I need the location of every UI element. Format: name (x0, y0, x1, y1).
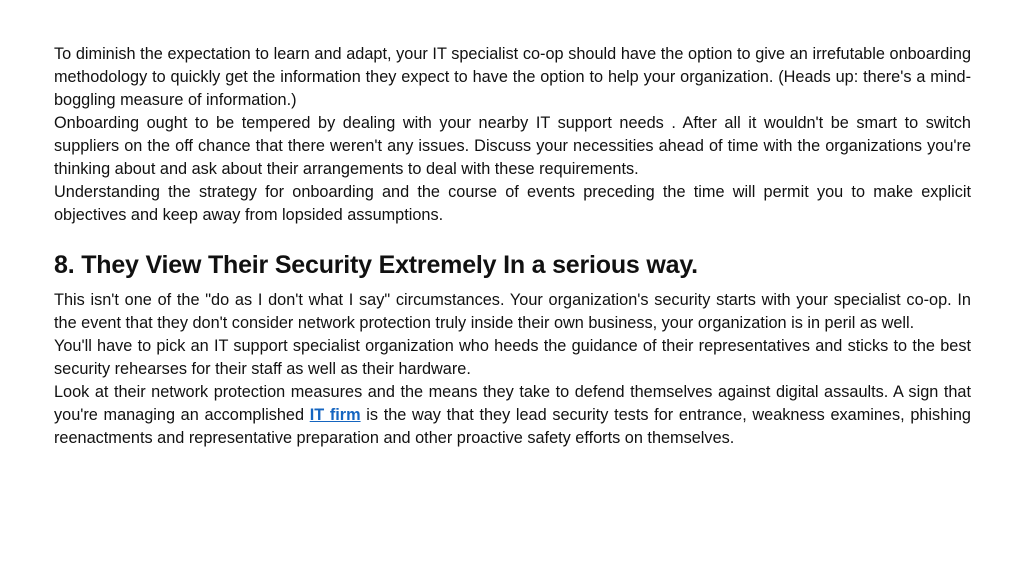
intro-paragraph-2: Onboarding ought to be tempered by dealing with your nearby IT support needs . After all it wouldn't be smart to switch suppliers on the off chance that there weren't any issues. Discuss your necessities ahead of time with the organizations you're thinking about and ask about their arrangements to deal with these requirements. (54, 114, 971, 178)
intro-paragraph-1: To diminish the expectation to learn and adapt, your IT specialist co-op should have the option to give an irrefutable onboarding methodology to quickly get the information they expect to have the option to help your organization. (Heads up: there's a mind-boggling measure of information.) (54, 45, 971, 109)
section-paragraph-1: This isn't one of the "do as I don't what I say" circumstances. Your organization's security starts with your specialist co-op. In the event that they don't consider network protection truly inside their own business, your organization is in peril as well. (54, 291, 971, 332)
paragraph-text-before-link: Look at their network protection measures and the means they take to defend themselves against digital assaults. A sign that you're managing an accomplished (54, 383, 971, 424)
paragraph-text-after-link: is the way that they lead security tests for entrance, weakness examines, phishing reenactments and representative preparation and other proactive safety efforts on themselves. (54, 406, 971, 447)
section-paragraph-3 (54, 381, 971, 450)
section-heading: 8. They View Their Security Extremely In a serious way. (54, 251, 698, 279)
slide-content (54, 43, 971, 450)
section-paragraph-2: You'll have to pick an IT support specialist organization who heeds the guidance of their representatives and sticks to the best security rehearses for their staff as well as their hardware. (54, 337, 971, 378)
intro-paragraph-3: Understanding the strategy for onboarding and the course of events preceding the time will permit you to make explicit objectives and keep away from lopsided assumptions. (54, 183, 971, 224)
it-firm-link[interactable]: IT firm (309, 406, 361, 424)
